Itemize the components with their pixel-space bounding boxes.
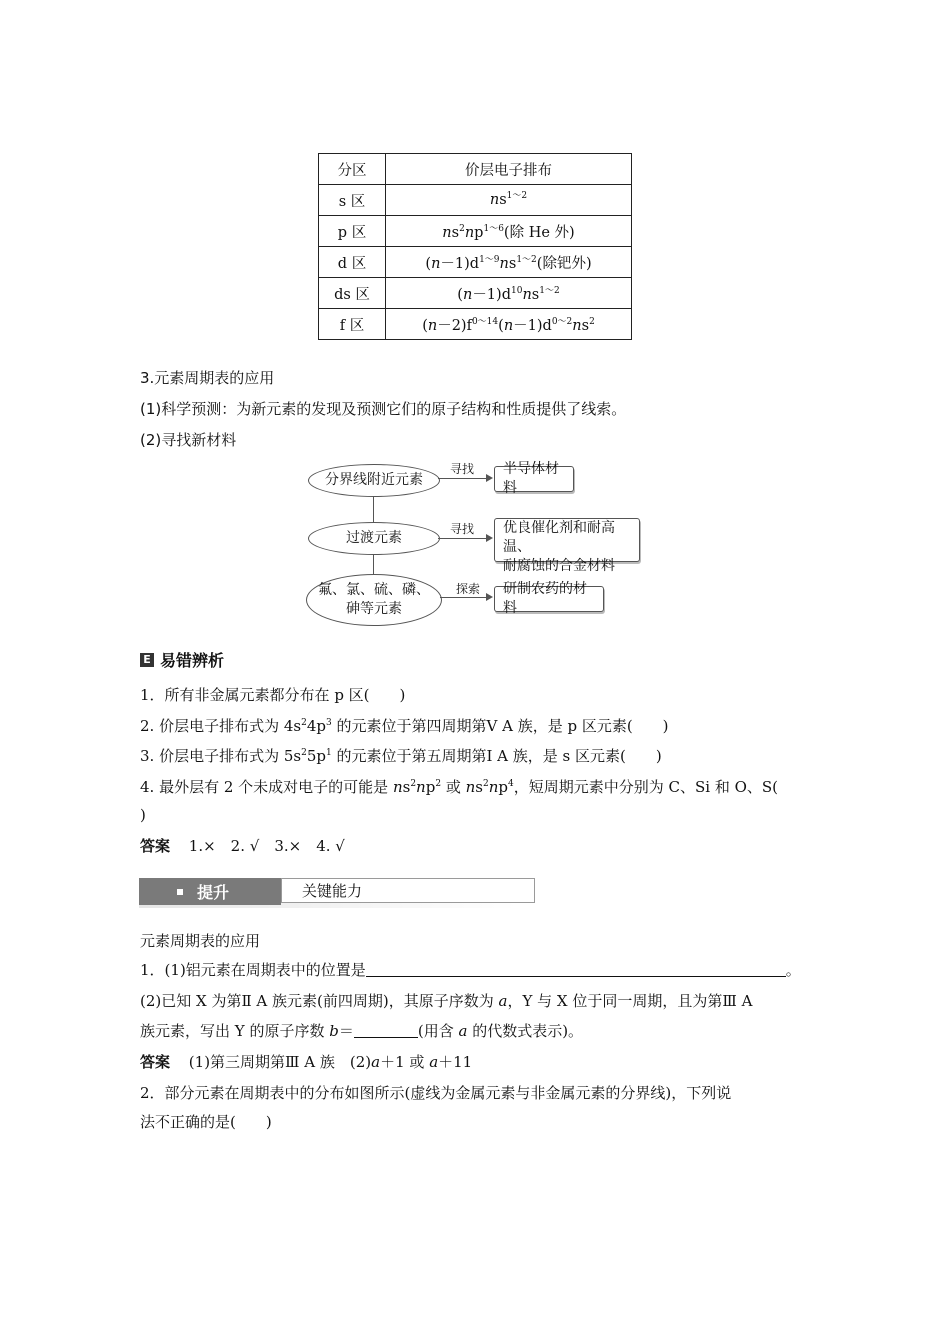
arrow-label: 探索 [456, 582, 481, 596]
error-analysis-title: 易错辨析 [160, 651, 225, 670]
question: 1．所有非金属元素都分布在 p 区( ) [140, 686, 406, 704]
banner-left [139, 878, 281, 905]
arrow-label: 寻找 [450, 522, 475, 536]
table-row [319, 216, 632, 247]
question: 2．部分元素在周期表中的分布如图所示(虚线为金属元素与非金属元素的分界线)，下列说 [140, 1084, 732, 1102]
zone-cell: d 区 [319, 247, 386, 278]
zone-table [318, 153, 632, 340]
question-text: 族元素，写出 Y 的原子序数 b＝ [140, 1022, 354, 1040]
zone-cell: s 区 [319, 185, 386, 216]
section-e-icon: E [140, 653, 154, 667]
question [140, 1021, 583, 1041]
paragraph: (2)寻找新材料 [140, 431, 237, 449]
banner-left-label: 提升 [197, 883, 230, 902]
table-header-cell: 价层电子排布 [386, 154, 632, 185]
arrow-line [438, 478, 486, 479]
node-boundary-elements: 分界线附近元素 [308, 464, 440, 497]
section-title: 元素周期表的应用 [140, 932, 261, 950]
question-continuation: ) [140, 806, 146, 824]
config-cell: $(n-1)d^{1\sim 9}ns^{1\sim 2}$(除钯外) [386, 247, 632, 278]
answer-line [140, 836, 345, 856]
target-catalyst-alloy [494, 518, 640, 574]
answer-text: (1)第三周期第Ⅲ A 族 (2)a＋1 或 a＋11 [188, 1053, 473, 1071]
table-row [319, 278, 632, 309]
config-cell: $(n-1)d^{10}ns^{1\sim 2}$ [386, 278, 632, 309]
question: 2. 价层电子排布式为 $4s^24p^3$ 的元素位于第四周期第Ⅴ A 族，是 p 区元素( ) [140, 717, 669, 735]
node-line: 氟、氯、硫、磷、 [318, 582, 430, 598]
target-semiconductor: 半导体材料 [494, 466, 574, 492]
target-pesticide: 研制农药的材料 [494, 586, 604, 612]
table-header-row [319, 154, 632, 185]
answer-blank [354, 1022, 418, 1038]
config-cell: $(n-2)f^{0\sim 14}(n-1)d^{0\sim 2}ns^2$ [386, 309, 632, 340]
answer-line [140, 1052, 472, 1072]
question-text: 。 [785, 961, 801, 979]
answer-label: 答案 [140, 837, 171, 855]
answer-text: 1.× 2. √ 3.× 4. √ [188, 837, 345, 855]
table-row [319, 309, 632, 340]
config-cell: $ns^2np^{1\sim 6}$(除 He 外) [386, 216, 632, 247]
zone-cell: ds 区 [319, 278, 386, 309]
config-cell: $ns^{1\sim 2}$ [386, 185, 632, 216]
node-nonmetal-elements [306, 574, 442, 626]
connector-line [373, 496, 374, 524]
paragraph: (1)科学预测：为新元素的发现及预测它们的原子结构和性质提供了线索。 [140, 400, 627, 418]
question: 4. 最外层有 2 个未成对电子的可能是 $ns^2np^2$ 或 $ns^2np^4$，短周期元素中分别为 C、Si 和 O、S( [140, 778, 779, 796]
answer-label: 答案 [140, 1053, 171, 1071]
question: 法不正确的是( ) [140, 1113, 272, 1131]
question [140, 960, 801, 980]
error-analysis-header [140, 648, 224, 671]
question: (2)已知 X 为第Ⅱ A 族元素(前四周期)，其原子序数为 a，Y 与 X 位于同一周期，且为第Ⅲ A [140, 992, 753, 1010]
arrow-head-icon [486, 593, 493, 601]
node-transition-elements: 过渡元素 [308, 522, 440, 555]
section-banner [139, 874, 517, 910]
question-text: (用含 a 的代数式表示)。 [417, 1022, 584, 1040]
arrow-label: 寻找 [450, 462, 475, 476]
connector-line [373, 553, 374, 575]
target-line: 优良催化剂和耐高温、 [503, 520, 615, 555]
node-line: 砷等元素 [346, 601, 402, 617]
zone-cell: f 区 [319, 309, 386, 340]
target-line: 耐腐蚀的合金材料 [503, 558, 615, 574]
table-header-cell: 分区 [319, 154, 386, 185]
arrow-head-icon [486, 474, 493, 482]
answer-blank [366, 961, 786, 977]
arrow-line [438, 538, 486, 539]
table-row [319, 247, 632, 278]
arrow-head-icon [486, 534, 493, 542]
question: 3. 价层电子排布式为 $5s^25p^1$ 的元素位于第五周期第Ⅰ A 族，是 s 区元素( ) [140, 747, 662, 765]
arrow-line [440, 597, 486, 598]
zone-cell: p 区 [319, 216, 386, 247]
section-title: 3.元素周期表的应用 [140, 369, 275, 387]
banner-right-label: 关键能力 [281, 878, 535, 903]
table-row [319, 185, 632, 216]
question-text: 1．(1)铝元素在周期表中的位置是 [140, 961, 366, 979]
square-bullet-icon [177, 889, 183, 895]
